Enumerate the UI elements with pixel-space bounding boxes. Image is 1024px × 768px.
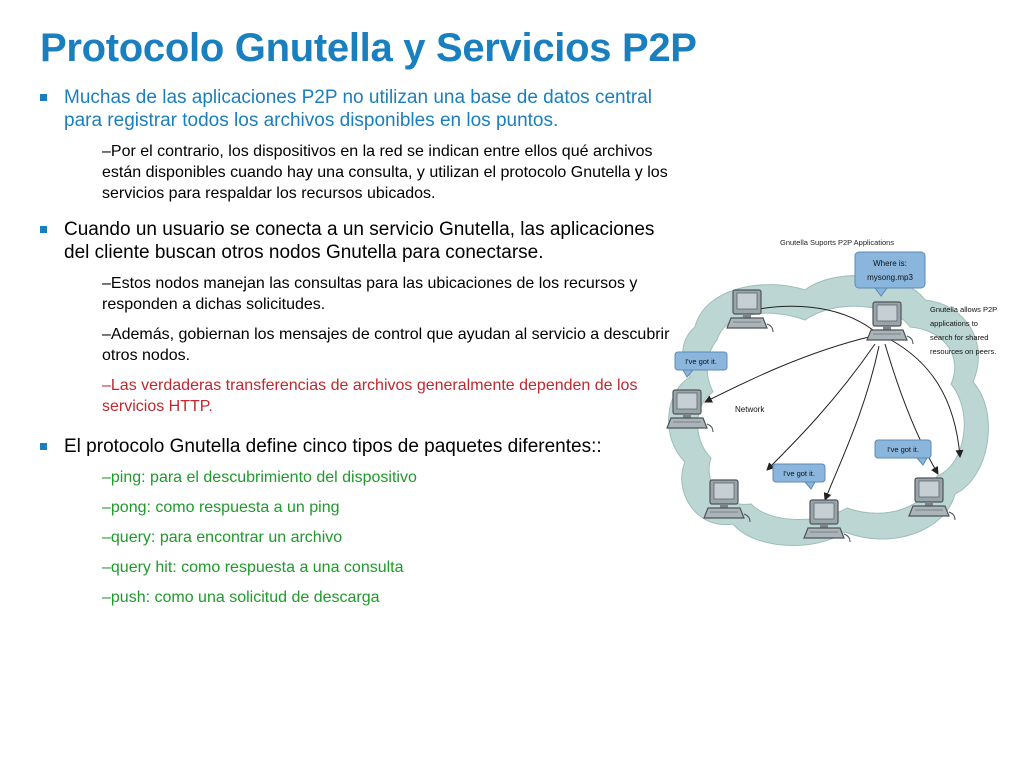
sub-item: –Estos nodos manejan las consultas para las ubicaciones de los recursos y responden a dichas solicitudes. <box>102 275 638 313</box>
svg-text:I've got it.: I've got it. <box>685 357 717 366</box>
sub-item-highlight: –Las verdaderas transferencias de archivos generalmente dependen de los servicios HTTP. <box>102 377 638 415</box>
peer-computer-icon <box>704 480 750 522</box>
square-bullet-icon <box>40 94 47 101</box>
square-bullet-icon <box>40 226 47 233</box>
sub-item: –Además, gobiernan los mensajes de control que ayudan al servicio a descubrir otros nodos. <box>102 326 670 364</box>
query-filename: mysong.mp3 <box>867 273 913 282</box>
packet-type-item: –push: como una solicitud de descarga <box>102 589 380 606</box>
slide-content <box>40 86 670 608</box>
bullet-text: Muchas de las aplicaciones P2P no utilizan una base de datos central para registrar todos los archivos disponibles en los puntos. <box>64 87 652 131</box>
reply-bubble <box>773 464 825 489</box>
packet-type-item: –ping: para el descubrimiento del dispositivo <box>102 469 417 486</box>
gnutella-network-diagram <box>655 232 1015 562</box>
bullet-item <box>40 435 670 458</box>
packet-type-item: –query: para encontrar un archivo <box>102 529 343 546</box>
figure-caption: Gnutella Suports P2P Applications <box>780 238 895 247</box>
bullet-item <box>40 218 670 264</box>
slide-title: Protocolo Gnutella y Servicios P2P <box>40 26 697 70</box>
svg-text:I've got it.: I've got it. <box>783 469 815 478</box>
network-label: Network <box>735 405 765 414</box>
svg-text:resources on peers.: resources on peers. <box>930 347 997 356</box>
packet-type-item: –query hit: como respuesta a una consulta <box>102 559 404 576</box>
bullet-text: Cuando un usuario se conecta a un servicio Gnutella, las aplicaciones del cliente buscan otros nodos Gnutella para conectarse. <box>64 219 655 263</box>
sub-item: –Por el contrario, los dispositivos en la red se indican entre ellos qué archivos están disponibles cuando hay una consulta, y utilizan el protocolo Gnutella y los servicios para respaldar los recursos ubicados. <box>102 143 668 202</box>
query-text: Where is: <box>873 259 907 268</box>
packet-type-item: –pong: como respuesta a un ping <box>102 499 340 516</box>
svg-text:search for shared: search for shared <box>930 333 989 342</box>
bullet-text: El protocolo Gnutella define cinco tipos de paquetes diferentes:: <box>64 436 602 457</box>
svg-text:applications to: applications to <box>930 319 978 328</box>
reply-bubble <box>875 440 931 465</box>
bullet-item <box>40 86 670 132</box>
svg-text:I've got it.: I've got it. <box>887 445 919 454</box>
svg-text:Gnutella allows P2P: Gnutella allows P2P <box>930 305 998 314</box>
square-bullet-icon <box>40 443 47 450</box>
